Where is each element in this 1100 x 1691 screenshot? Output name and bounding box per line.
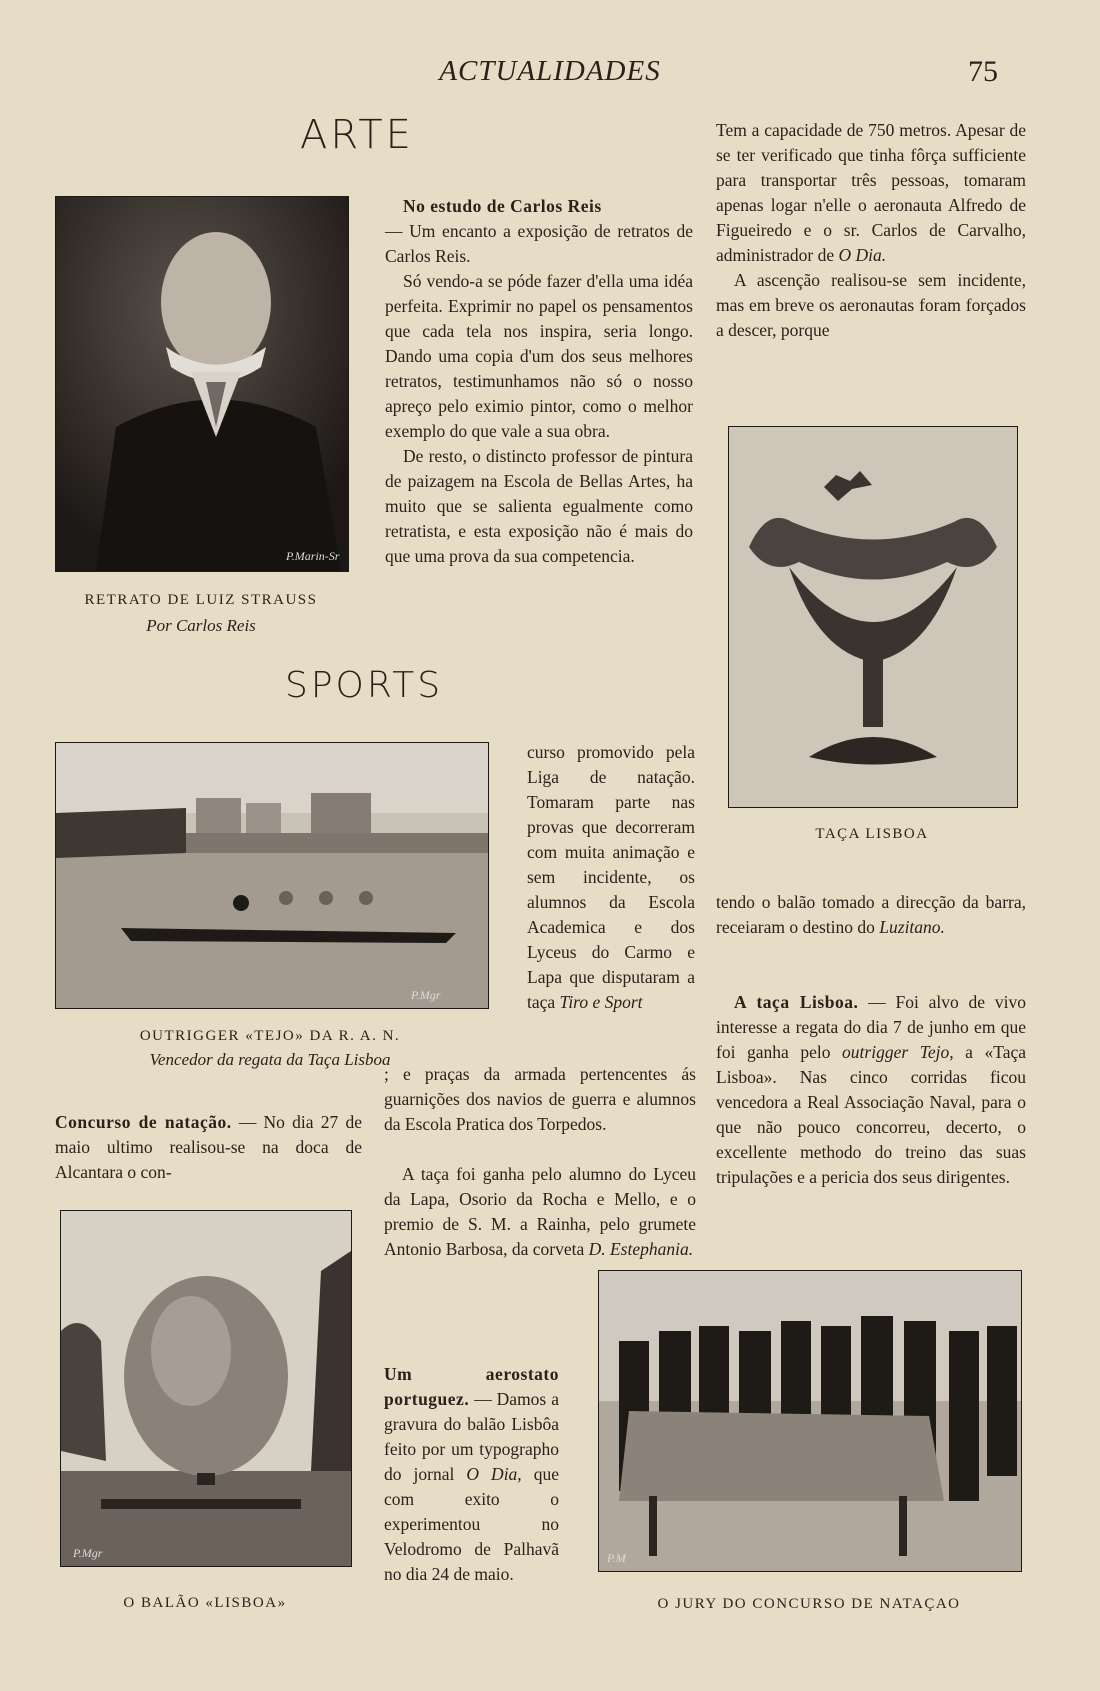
jury-photo: [598, 1270, 1022, 1572]
running-title: ACTUALIDADES: [439, 55, 661, 87]
trophy-photo: [728, 426, 1018, 808]
outrigger-caption-sub: Vencedor da regata da Taça Lisboa: [149, 1050, 391, 1069]
natacao-continued-text: curso promovido pela Liga de natação. Tomaram parte nas provas que decorreram com muita animação e sem incidente, os alumnos da Escola Academica e dos Lyceus do Carmo e Lapa que disputaram a taça: [527, 742, 695, 1012]
natacao-start: [55, 1110, 362, 1185]
taca-text2: a «Taça Lisboa». Nas cinco corridas ficou vencedora a Real Associação Naval, para o que não pouco concorreu, decerto, o excellente methodo do treino das suas tripulações e a pericia dos seus dirigentes.: [716, 1042, 1027, 1187]
aerostato-article: [384, 1362, 559, 1587]
arte-article-p3: De resto, o distincto professor de pintura de paizagem na Escola de Bellas Artes, ha muito que se salienta egualmente como retratista, e esta exposição não é mais do que uma prova da sua competencia.: [385, 446, 693, 566]
portrait-signature: P.Marin-Sr: [286, 549, 340, 563]
trophy-caption: TAÇA LISBOA: [815, 826, 929, 842]
page-number: 75: [968, 55, 998, 88]
right-top-paper: O Dia.: [838, 245, 887, 265]
natacao-ship: D. Estephania.: [588, 1239, 694, 1259]
arte-article-heading: No estudo de Carlos Reis: [403, 196, 602, 216]
taca-article: [716, 990, 1026, 1190]
right-mid-name: Luzitano.: [879, 917, 945, 937]
taca-heading: A taça Lisboa.: [734, 992, 859, 1012]
balloon-caption: O BALÃO «LISBOA»: [123, 1595, 287, 1611]
natacao-cup-name: Tiro e Sport: [559, 992, 643, 1012]
aerostato-paper: O Dia,: [466, 1464, 522, 1484]
balloon-photo: [60, 1210, 352, 1567]
outrigger-caption: OUTRIGGER «TEJO» DA R. A. N.: [139, 1028, 401, 1044]
arte-article-p2: Só vendo-a se póde fazer d'ella uma idéa perfeita. Exprimir no papel os pensamentos que cada tela nos inspira, seria longo. Dando uma copia d'um dos seus melhores retratos, testimunhamos não só o nosso apreço pelo eximio pintor, como o melhor exemplo do que vale a sua obra.: [385, 271, 693, 441]
arte-article-p1: — Um encanto a exposição de retratos de Carlos Reis.: [385, 221, 693, 266]
right-column-mid: [716, 890, 1026, 940]
aerostato-heading: Um aerostato portuguez.: [384, 1364, 559, 1409]
natacao-continued-2: [384, 1062, 696, 1137]
natacao-continued: [527, 740, 695, 1015]
natacao-continued2-text: ; e praças da armada pertencentes ás guarnições dos navios de guerra e alumnos da Escola Pratica dos Torpedos.: [384, 1064, 696, 1134]
jury-caption: O JURY DO CONCURSO DE NATAÇAO: [657, 1596, 961, 1612]
aerostato-text: — Damos a gravura do balão Lisbôa feito por um typographo do jornal: [384, 1389, 559, 1484]
outrigger-mark: P.Mgr: [411, 988, 441, 1002]
natacao-heading: Concurso de natação.: [55, 1112, 232, 1132]
taca-boat: outrigger Tejo,: [842, 1042, 954, 1062]
section-title-arte: ARTE: [300, 112, 414, 158]
natacao-p2-wrap: [384, 1162, 696, 1262]
right-top-p1: Tem a capacidade de 750 metros. Apesar de se ter verificado que tinha fôrça sufficiente para transportar três pessoas, tomaram apenas logar n'elle o aeronauta Alfredo de Figueiredo e o sr. Carlos de Carvalho, administrador de: [716, 120, 1026, 265]
aerostato-text2: que com exito o experimentou no Velodromo de Palhavã no dia 24 de maio.: [384, 1464, 559, 1584]
portrait-photo: [55, 196, 349, 572]
arte-article: [385, 194, 693, 569]
taca-text: — Foi alvo de vivo interesse a regata do dia 7 de junho em que foi ganha pelo: [716, 992, 1026, 1062]
natacao-start-text: — No dia 27 de maio ultimo realisou-se na doca de Alcantara o con-: [55, 1112, 362, 1182]
right-column-top: [716, 118, 1026, 343]
right-top-p2: A ascenção realisou-se sem incidente, mas em breve os aeronautas foram forçados a descer, porque: [716, 270, 1026, 340]
balloon-mark: P.Mgr: [73, 1546, 103, 1560]
portrait-caption-author: Por Carlos Reis: [146, 616, 256, 635]
jury-mark: P.M: [607, 1551, 626, 1565]
section-title-sports: SPORTS: [285, 665, 444, 706]
natacao-p2: A taça foi ganha pelo alumno do Lyceu da Lapa, Osorio da Rocha e Mello, e o premio de S. M. a Rainha, pelo grumete Antonio Barbosa, da corveta: [384, 1164, 696, 1259]
portrait-caption: RETRATO DE LUIZ STRAUSS: [84, 592, 318, 608]
outrigger-photo: [55, 742, 489, 1009]
right-mid-text: tendo o balão tomado a direcção da barra, receiaram o destino do: [716, 892, 1026, 937]
